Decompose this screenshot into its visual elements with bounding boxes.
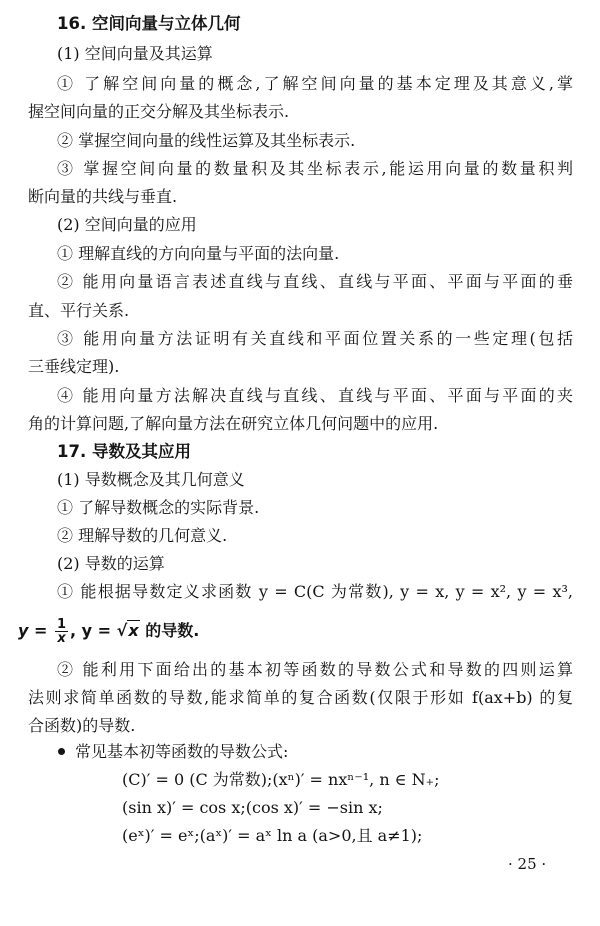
section-16-heading: 16. 空间向量与立体几何 [57,14,241,33]
item-16-1-1-line2: 握空间向量的正交分解及其坐标表示. [28,102,290,121]
fraction-numerator: 1 [56,617,67,632]
sqrt-sign: √ [116,621,128,640]
section-16-sub2: (2) 空间向量的应用 [57,215,197,234]
item-16-1-3-line2: 断向量的共线与垂直. [28,187,178,206]
formula-separator: , y = [70,621,112,640]
item-16-2-2-line2: 直、平行关系. [28,301,130,320]
sqrt-x [117,616,140,646]
item-16-2-2-line1: ② 能用向量语言表述直线与直线、直线与平面、平面与平面的垂 [57,272,573,291]
item-17-1-1: ① 了解导数概念的实际背景. [57,498,260,517]
item-17-2-2-line2: 法则求简单函数的导数,能求简单的复合函数(仅限于形如 f(ax+b) 的复 [28,688,573,707]
item-16-2-4-line2: 角的计算问题,了解向量方法在研究立体几何问题中的应用. [28,414,439,433]
item-17-1-2: ② 理解导数的几何意义. [57,526,228,545]
item-16-2-3-line1: ③ 能用向量方法证明有关直线和平面位置关系的一些定理(包括 [57,329,573,348]
item-16-1-2: ② 掌握空间向量的线性运算及其坐标表示. [57,131,356,150]
item-17-2-2-line1: ② 能利用下面给出的基本初等函数的导数公式和导数的四则运算 [57,660,573,679]
item-17-2-1-line1: ① 能根据导数定义求函数 y = C(C 为常数), y = x, y = x², y = x³, [57,582,573,601]
item-17-2-2-line3: 合函数)的导数. [28,716,136,735]
sqrt-radicand: x [128,621,139,640]
formula-y: y = [18,621,48,640]
item-16-2-3-line2: 三垂线定理). [28,357,120,376]
fraction-one-over-x [55,618,68,645]
item-16-1-3-line1: ③ 掌握空间向量的数量积及其坐标表示,能运用向量的数量积判 [57,159,573,178]
page-number: · 25 · [508,855,547,873]
item-17-2-1-line2 [18,616,199,646]
fraction-denominator: x [57,631,66,646]
formula-line-3: (eˣ)′ = eˣ;(aˣ)′ = aˣ ln a (a>0,且 a≠1); [122,826,423,845]
section-16-sub1: (1) 空间向量及其运算 [57,44,213,63]
derivative-suffix: 的导数. [145,621,200,640]
formula-line-1: (C)′ = 0 (C 为常数);(xⁿ)′ = nxⁿ⁻¹, n ∈ N₊; [122,770,440,789]
bullet-label: 常见基本初等函数的导数公式: [75,742,289,761]
section-17-heading: 17. 导数及其应用 [57,442,191,461]
section-17-sub1: (1) 导数概念及其几何意义 [57,470,245,489]
section-17-sub2: (2) 导数的运算 [57,554,165,573]
item-16-1-1-line1: ① 了解空间向量的概念,了解空间向量的基本定理及其意义,掌 [57,74,573,93]
item-16-2-1: ① 理解直线的方向向量与平面的法向量. [57,244,340,263]
formula-line-2: (sin x)′ = cos x;(cos x)′ = −sin x; [122,798,383,817]
item-16-2-4-line1: ④ 能用向量方法解决直线与直线、直线与平面、平面与平面的夹 [57,386,573,405]
bullet-icon [58,748,65,755]
